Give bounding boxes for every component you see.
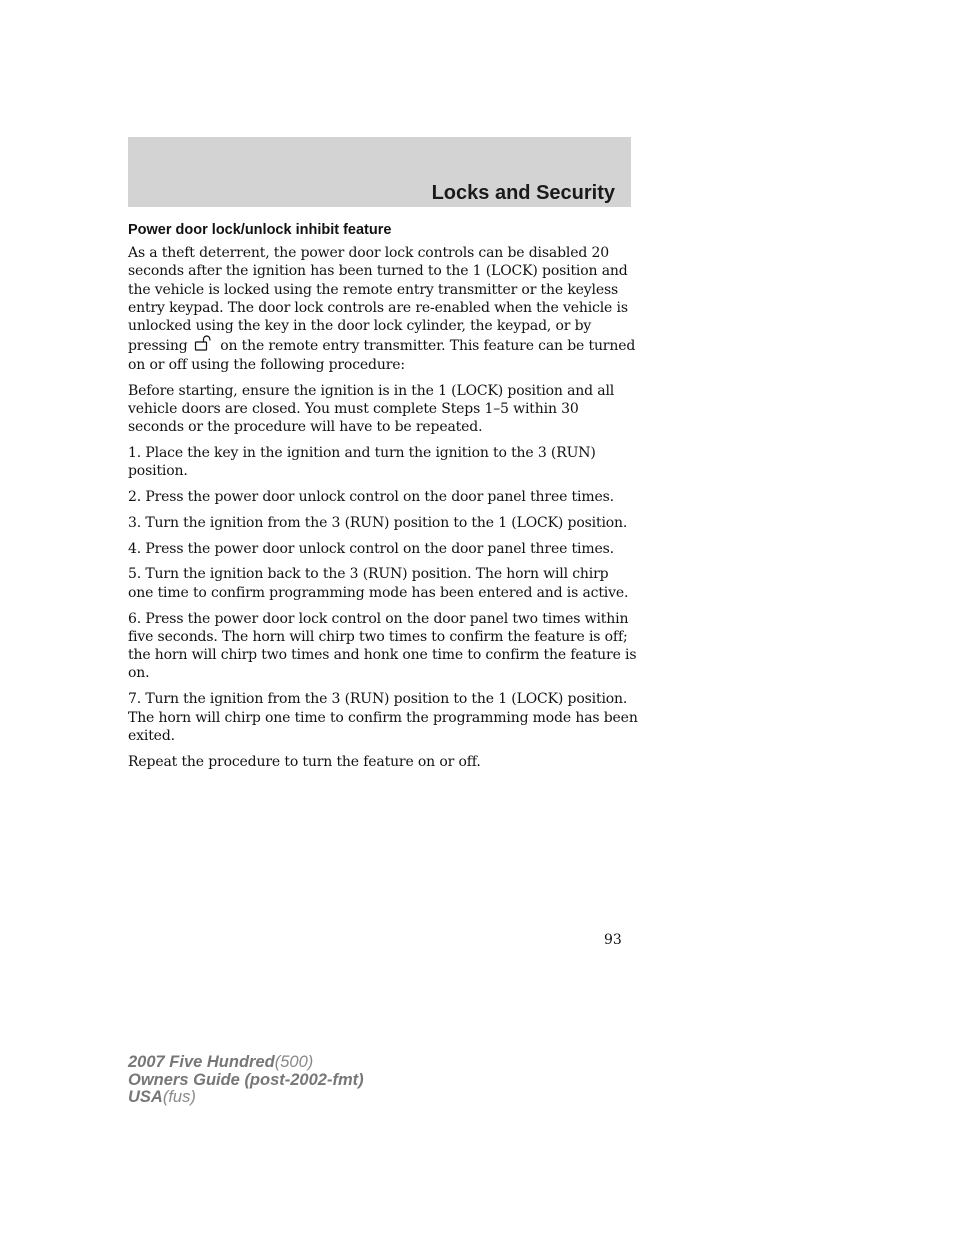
footer-model: 2007 Five Hundred [128, 1053, 275, 1071]
footer-line-3 [128, 1089, 364, 1107]
intro-paragraph [128, 244, 638, 374]
footer-model-code: (500) [274, 1053, 314, 1071]
before-starting-paragraph: Before starting, ensure the ignition is in the 1 (LOCK) position and all vehicle doors are closed. You must complete Steps 1–5 within 30 seconds or the procedure will have to be repeated. [128, 382, 615, 436]
step-2: 2. Press the power door unlock control on the door panel three times. [128, 489, 614, 506]
step-4: 4. Press the power door unlock control on the door panel three times. [128, 540, 614, 557]
footer-guide: Owners Guide (post-2002-fmt) [128, 1070, 364, 1089]
footer-market: USA [128, 1088, 163, 1106]
step-7: 7. Turn the ignition from the 3 (RUN) position to the 1 (LOCK) position. The horn will chirp one time to confirm the programming mode has been exited. [128, 691, 638, 744]
footer-line-2 [128, 1072, 364, 1090]
page-number: 93 [604, 932, 622, 948]
section-heading: Power door lock/unlock inhibit feature [128, 222, 392, 238]
footer-market-code: (fus) [162, 1088, 196, 1106]
section-title: Locks and Security [431, 182, 615, 204]
intro-text-part2: on the remote entry transmitter. This feature can be turned on or off using the following procedure: [128, 338, 636, 373]
closing-paragraph: Repeat the procedure to turn the feature on or off. [128, 753, 481, 770]
step-5: 5. Turn the ignition back to the 3 (RUN) position. The horn will chirp one time to confirm programming mode has been entered and is active. [128, 566, 629, 601]
unlock-icon [193, 335, 213, 351]
page-content [128, 222, 638, 778]
step-3: 3. Turn the ignition from the 3 (RUN) position to the 1 (LOCK) position. [128, 514, 628, 531]
step-1: 1. Place the key in the ignition and turn the ignition to the 3 (RUN) position. [128, 444, 596, 480]
section-header-band [128, 137, 631, 207]
footer-line-1 [128, 1054, 364, 1072]
document-footer [128, 1054, 364, 1107]
step-6: 6. Press the power door lock control on the door panel two times within five seconds. The horn will chirp two times to confirm the feature is off; the horn will chirp two times and honk one time to confirm the feature is on. [128, 610, 637, 682]
intro-text-part1: As a theft deterrent, the power door lock controls can be disabled 20 seconds after the ignition has been turned to the 1 (LOCK) position and the vehicle is locked using the remote entry transmitter or the keyless entry keypad. The door lock controls are re-enabled when the vehicle is unlocked using the key in the door lock cylinder, the keypad, or by pressing [128, 245, 628, 355]
